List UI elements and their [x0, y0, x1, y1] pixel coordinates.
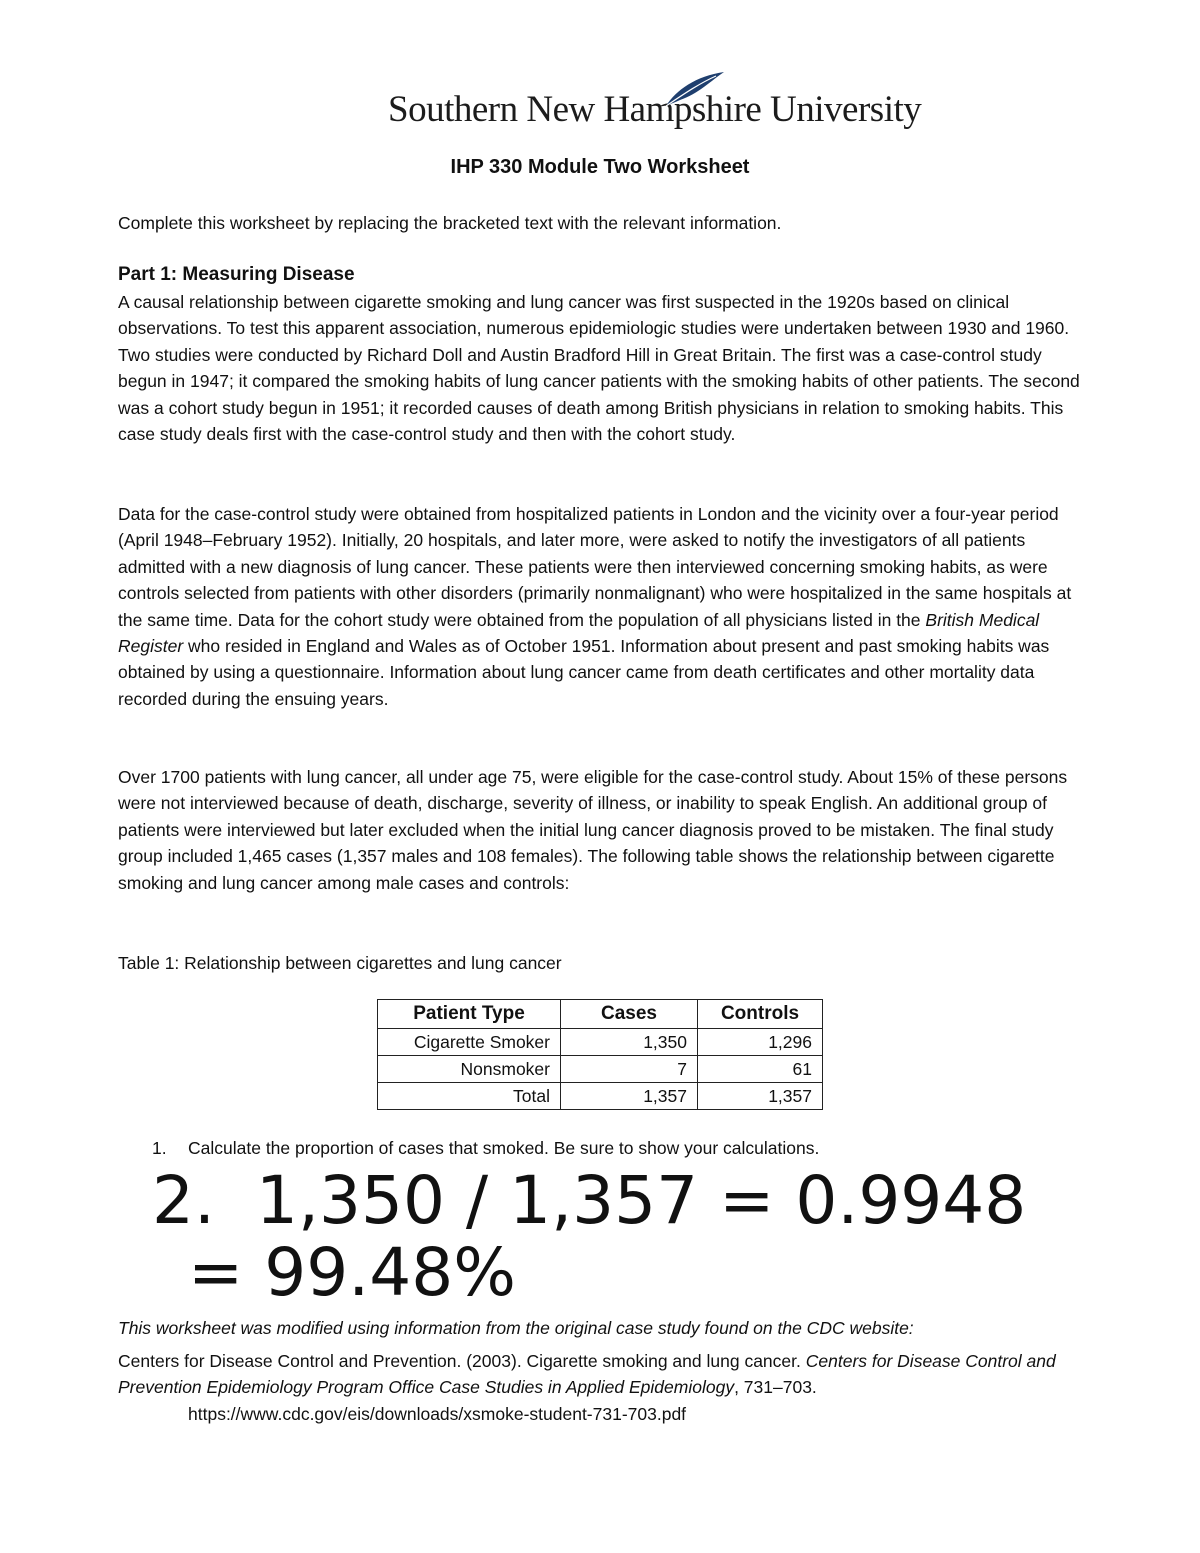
table-row: [378, 1083, 823, 1110]
reference-source: Centers for Disease Control and Prevention Epidemiology Program Office Case Studies in Applied Epidemiology: [118, 1351, 1056, 1398]
table-row: [378, 1029, 823, 1056]
university-logo: [388, 70, 922, 140]
answer-number: 2.: [152, 1162, 215, 1239]
header-cell: Cases: [561, 1000, 698, 1029]
table-caption: Table 1: Relationship between cigarettes and lung cancer: [118, 953, 562, 973]
section-heading: Part 1: Measuring Disease: [118, 264, 355, 285]
table-cell: Nonsmoker: [378, 1056, 561, 1083]
register-title: British Medical Register: [118, 609, 1040, 657]
answer-line-1[interactable]: [152, 1162, 1052, 1239]
reference-url[interactable]: https://www.cdc.gov/eis/downloads/xsmoke-student-731-703.pdf: [188, 1403, 687, 1424]
paragraph-1: A causal relationship between cigarette smoking and lung cancer was first suspected in the 1920s based on clinical observations. To test this apparent association, numerous epidemiologic studies were undertaken between 1930 and 1960. Two studies were conducted by Richard Doll and Austin Bradford Hill in Great Britain. The first was a case-control study begun in 1947; it compared the smoking habits of lung cancer patients with the smoking habits of other patients. The second was a cohort study begun in 1951; it recorded causes of death among British physicians in relation to smoking habits. This case study deals first with the case-control study and then with the cohort study.: [118, 292, 1080, 445]
paragraph-2: [118, 501, 1080, 712]
page-title: IHP 330 Module Two Worksheet: [450, 156, 750, 178]
table-cell: 1,357: [561, 1083, 698, 1110]
paragraph-2-text-b: who resided in England and Wales as of October 1951. Information about present and past smoking habits was obtained by using a questionnaire. Information about lung cancer came from death certificates and other mortality data recorded during the ensuing years.: [118, 636, 1050, 709]
paragraph-3: Over 1700 patients with lung cancer, all under age 75, were eligible for the case-control study. About 15% of these persons were not interviewed because of death, discharge, severity of illness, or inability to speak English. An additional group of patients were interviewed but later excluded when the initial lung cancer diagnosis proved to be mistaken. The final study group included 1,465 cases (1,357 males and 108 females). The following table shows the relationship between cigarette smoking and lung cancer among male cases and controls:: [118, 767, 1068, 893]
reference-text: Centers for Disease Control and Prevention. (2003). Cigarette smoking and lung cancer.: [118, 1351, 801, 1371]
answer-line-2[interactable]: = 99.48%: [188, 1234, 516, 1311]
question-number: 1.: [152, 1138, 167, 1158]
table-row: [378, 1056, 823, 1083]
answer-text-1[interactable]: 1,350 / 1,357 = 0.9948: [256, 1162, 1027, 1239]
header-cell: Controls: [698, 1000, 823, 1029]
instructions: Complete this worksheet by replacing the bracketed text with the relevant information.: [118, 213, 782, 233]
table-cell: Total: [378, 1083, 561, 1110]
question-text: Calculate the proportion of cases that smoked. Be sure to show your calculations.: [188, 1138, 820, 1158]
quill-leaf-icon: [636, 70, 726, 110]
table-cell: Cigarette Smoker: [378, 1029, 561, 1056]
header-cell: Patient Type: [378, 1000, 561, 1029]
table-cell: 1,296: [698, 1029, 823, 1056]
table-cell: 1,350: [561, 1029, 698, 1056]
paragraph-2-text-a: Data for the case-control study were obtained from hospitalized patients in London and the vicinity over a four-year period (April 1948–February 1952). Initially, 20 hospitals, and later more, were asked to notify the investigators of all patients admitted with a new diagnosis of lung cancer. These patients were then interviewed concerning smoking habits, as were controls selected from patients with other disorders (primarily nonmalignant) who were hospitalized in the same hospitals at the same time. Data for the cohort study were obtained from the population of all physicians listed in the: [118, 504, 1072, 630]
logo-text: Southern New Hampshire University: [388, 89, 922, 130]
reference: [118, 1348, 1080, 1427]
table-cell: 1,357: [698, 1083, 823, 1110]
answer-block[interactable]: [152, 1162, 1052, 1311]
table-header-row: [378, 1000, 823, 1029]
table-cell: 61: [698, 1056, 823, 1083]
table-cell: 7: [561, 1056, 698, 1083]
source-note: This worksheet was modified using information from the original case study found on the CDC website:: [118, 1318, 914, 1338]
data-table: [377, 999, 823, 1110]
question-1: [152, 1138, 819, 1159]
reference-pages: , 731–703.: [734, 1377, 817, 1398]
